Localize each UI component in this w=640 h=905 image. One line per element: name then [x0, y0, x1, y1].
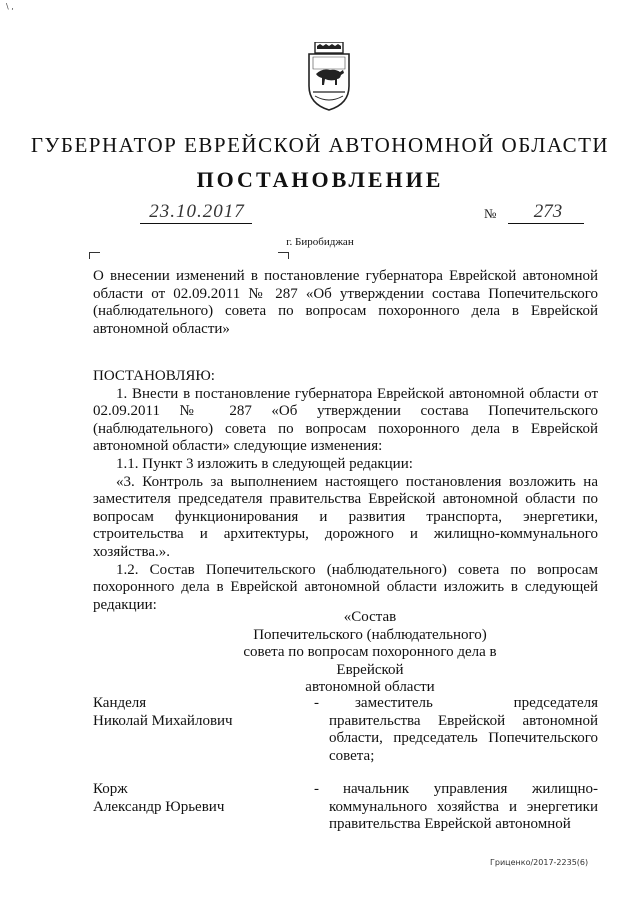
date-underline: [140, 223, 252, 224]
document-footer-code: Гриценко/2017-2235(6): [490, 858, 589, 867]
document-type-heading: ПОСТАНОВЛЕНИЕ: [196, 167, 444, 192]
decree-word: ПОСТАНОВЛЯЮ:: [93, 368, 215, 384]
member-position: начальник управления жилищно-коммунального хозяйства и энергетики правительства Еврейской автономной: [329, 781, 598, 833]
composition-title-line: Попечительского (наблюдательного): [253, 626, 487, 643]
scan-marks: \ ,: [6, 2, 14, 11]
clause-1-1-text: «3. Контроль за выполнением настоящего постановления возложить на заместителя председателя правительства Еврейской автономной области по вопросам функционирования и развития транспорта, энергетики, строительства и архитектуры, дорожного и жилищно-коммунального хозяйства.».: [93, 473, 598, 560]
member-surname: Корж: [93, 781, 128, 797]
composition-title-line: автономной области: [305, 679, 435, 696]
coat-of-arms-emblem: [304, 42, 354, 112]
member-given-names: Николай Михайлович: [93, 712, 233, 729]
clause-1-2: 1.2. Состав Попечительского (наблюдательного) совета по вопросам похоронного дела в Еврейской автономной области изложить в следующей редакции:: [93, 561, 598, 613]
city-label: г. Биробиджан: [286, 236, 354, 248]
handwritten-date: 23.10.2017: [149, 201, 245, 222]
member-name: [93, 781, 293, 816]
decree-subject: О внесении изменений в постановление губернатора Еврейской автономной области от 02.09.2011 № 287 «Об утверждении состава Попечительского (наблюдательного) совета по вопросам похоронного дела в Еврейской автономной области»: [93, 268, 598, 337]
composition-title-line: «Состав: [343, 609, 397, 625]
clause-1-1: 1.1. Пункт 3 изложить в следующей редакции:: [116, 455, 413, 472]
composition-title: [220, 609, 520, 697]
member-dash: -: [314, 695, 319, 711]
member-dash: -: [314, 781, 319, 797]
composition-title-line: совета по вопросам похоронного дела в Еврейской: [243, 644, 497, 678]
number-underline: [508, 223, 584, 224]
handwritten-number: 273: [533, 201, 563, 222]
member-given-names: Александр Юрьевич: [93, 798, 225, 815]
decree-body: [93, 368, 598, 614]
clause-1: 1. Внести в постановление губернатора Еврейской автономной области от 02.09.2011 № 287 «Об утверждении состава Попечительского (наблюдательного) совета по вопросам похоронного дела в Еврейской автономной области» следующие изменения:: [93, 385, 598, 455]
member-surname: Канделя: [93, 695, 147, 711]
member-position: заместитель председателя правительства Еврейской автономной области, председатель Попечительского совета;: [329, 695, 598, 764]
subject-bracket-left: [89, 252, 100, 259]
subject-bracket-right: [278, 252, 289, 259]
number-label: №: [484, 206, 497, 221]
member-name: [93, 695, 293, 730]
governor-heading: ГУБЕРНАТОР ЕВРЕЙСКОЙ АВТОНОМНОЙ ОБЛАСТИ: [30, 133, 610, 157]
